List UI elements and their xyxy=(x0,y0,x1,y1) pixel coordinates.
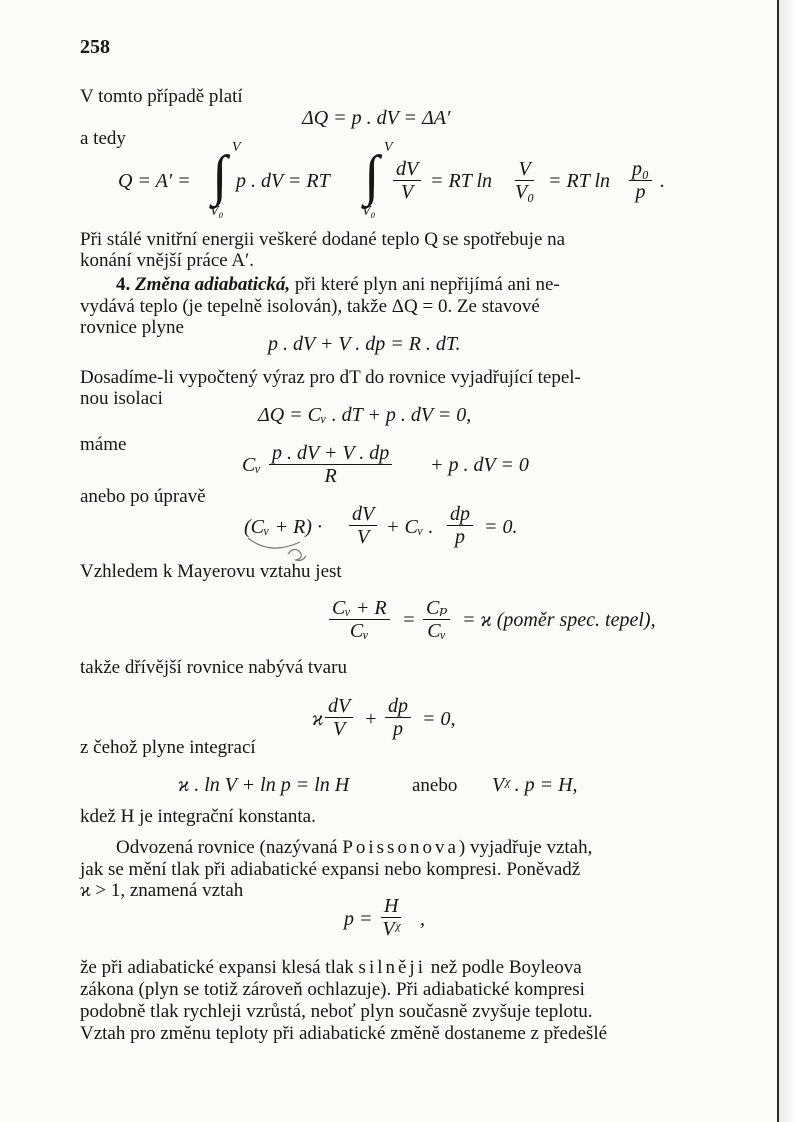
eq-part: = xyxy=(402,609,416,631)
text-line: máme xyxy=(80,434,127,455)
eq-part: + Cᵥ . xyxy=(386,516,434,538)
integral-upper-limit: V xyxy=(232,140,241,155)
text-fragment: ) vyjadřuje vztah, xyxy=(458,837,593,858)
eq-part: , xyxy=(420,908,425,930)
fraction: $\frac{p . dV + V . dp}{R}$ xyxy=(269,442,392,487)
text-line: vydává teplo (je tepelně isolován), takže ΔQ = 0. Ze stavové xyxy=(80,296,540,317)
section-number: 4. xyxy=(116,274,131,295)
text-line: takže dřívější rovnice nabývá tvaru xyxy=(80,657,347,678)
eq-part: + p . dV = 0 xyxy=(430,454,529,476)
eq-part: ϰ xyxy=(312,708,324,730)
eq-part: = 0. xyxy=(484,516,518,538)
eq-part: = 0, xyxy=(422,708,456,730)
eq-part: = RT ln xyxy=(430,170,493,192)
text-line: z čehož plyne integrací xyxy=(80,737,256,758)
fraction: $\frac{H}{\text{Vᵡ}}$ xyxy=(382,895,401,940)
eq-part: ϰ . ln V + ln p = ln H xyxy=(178,774,350,796)
text-line: konání vnější práce A′. xyxy=(80,250,255,271)
text-line: nou isolaci xyxy=(80,388,163,409)
fraction: $\frac{dV}{V}$ xyxy=(393,158,421,203)
text-fragment-spaced: Poissonova xyxy=(342,837,459,858)
eq-part: = RT ln xyxy=(548,170,611,192)
eq-part: Q = A′ = xyxy=(118,170,191,192)
fraction: $\frac{dV}{V}$ xyxy=(325,695,353,740)
equation-isolation: ΔQ = Cᵥ . dT + p . dV = 0, xyxy=(258,404,472,426)
fraction: $\frac{\text{p₀}}{p}$ xyxy=(629,158,652,203)
page-gutter-shadow xyxy=(779,0,797,1122)
integral-lower-limit: V₀ xyxy=(362,204,376,219)
equation-state: p . dV + V . dp = R . dT. xyxy=(268,333,461,355)
page-edge-line xyxy=(777,0,779,1122)
text-fragment: Odvozená rovnice (nazývaná xyxy=(116,837,338,858)
text-line: V tomto případě platí xyxy=(80,86,243,107)
integral-upper-limit: V xyxy=(384,140,393,155)
text-line xyxy=(80,957,582,979)
eq-part: + xyxy=(364,708,378,730)
text-line: Dosadíme-li vypočtený výraz pro dT do rovnice vyjadřující tepel- xyxy=(80,367,581,388)
section-heading-line xyxy=(116,274,560,296)
fraction: $\frac{dV}{V}$ xyxy=(349,503,377,548)
text-fragment: při které plyn ani nepřijímá ani ne- xyxy=(294,274,560,295)
text-line: zákona (plyn se totiž zároveň ochlazuje). Při adiabatické kompresi xyxy=(80,979,585,1000)
eq-part: (Cᵥ + R) · xyxy=(244,516,322,538)
text-line: a tedy xyxy=(80,128,126,149)
text-line: jak se mění tlak při adiabatické expansi nebo kompresi. Poněvadž xyxy=(80,859,581,880)
fraction: $\frac{\text{Cₚ}}{\text{Cᵥ}}$ xyxy=(423,597,450,642)
text-line: Při stálé vnitřní energii veškeré dodané teplo Q se spotřebuje na xyxy=(80,229,566,250)
text-line: Vzhledem k Mayerovu vztahu jest xyxy=(80,561,342,582)
fraction: $\frac{\text{Cᵥ + R}}{\text{Cᵥ}}$ xyxy=(329,597,390,642)
book-page: 258 V tomto případě platí ΔQ = p . dV = ΔA′ a tedy Q = A′ = ∫ V V₀ p . dV = RT ∫ V V₀ $\frac{dV}{V}$ = RT ln $\frac{V}{\text{V₀}}$ = RT ln $\frac{\text{p₀}}{p}$ . Při stálé vnitřní energii veškeré dodané teplo Q se spotřebuje na konání vnější práce A′. 4. Změna adiabatická, při které plyn ani nepřijímá ani ne- vydává teplo (je tepelně isolován), takže ΔQ = 0. Ze stavové rovnice plyne p . dV + V . dp = R . dT. Dosadíme-li vypočtený výraz pro dT do rovnice vyjadřující tepel- nou isolaci ΔQ = Cᵥ . dT + p . dV = 0, máme Cᵥ $\frac{p . dV + V . dp}{R}$ + p . dV = 0 anebo po úpravě (Cᵥ + R) · $\frac{dV}{V}$ + Cᵥ . $\frac{dp}{p}$ = 0. Vzhledem k Mayerovu vztahu jest $\frac{\text{Cᵥ + R}}{\text{Cᵥ}}$ = $\frac{\text{Cₚ}}{\text{Cᵥ}}$ = ϰ (poměr spec. tepel), takže dřívější rovnice nabývá tvaru ϰ $\frac{dV}{V}$ + $\frac{dp}{p}$ = 0, z čehož plyne integrací ϰ . ln V + ln p = ln H anebo Vᵡ . p = H, kdež H je integrační konstanta. Odvozená rovnice (nazývaná Poissonova) vyjadřuje vztah, jak se mění tlak při adiabatické expansi nebo kompresi. Poněvadž ϰ > 1, znamená vztah p = $\frac{H}{\text{Vᵡ}}$ , že při adiabatické expansi klesá tlak silněji než podle Boyleova zákona (plyn se totiž zároveň ochlazuje). Při adiabatické kompresi podobně tlak rychleji vzrůstá, neboť plyn současně zvyšuje teplotu. Vztah pro změnu teploty při adiabatické změně dostaneme z předešlé xyxy=(0,0,797,1122)
page-number: 258 xyxy=(80,36,110,58)
section-title: Změna adiabatická, xyxy=(135,274,291,295)
eq-part: Vᵡ . p = H, xyxy=(492,774,578,796)
text-fragment: že při adiabatické expansi klesá tlak xyxy=(80,957,354,978)
eq-part: Cᵥ xyxy=(242,454,261,476)
text-line: rovnice plyne xyxy=(80,317,184,338)
eq-part: p = xyxy=(344,908,373,930)
integral-lower-limit: V₀ xyxy=(210,204,224,219)
text-line: anebo po úpravě xyxy=(80,486,206,507)
text-fragment-spaced: silněji xyxy=(358,957,426,978)
fraction: $\frac{dp}{p}$ xyxy=(447,503,473,548)
integral-sign: ∫ xyxy=(364,145,380,207)
fraction: $\frac{dp}{p}$ xyxy=(385,695,411,740)
text-line: Vztah pro změnu teploty při adiabatické změně dostaneme z předešlé xyxy=(80,1023,608,1044)
text-line: kdež H je integrační konstanta. xyxy=(80,806,316,827)
integral-sign: ∫ xyxy=(212,145,228,207)
text-line: podobně tlak rychleji vzrůstá, neboť plyn současně zvyšuje teplotu. xyxy=(80,1001,593,1022)
eq-part: anebo xyxy=(412,775,458,796)
text-line xyxy=(116,837,592,859)
fraction: $\frac{V}{\text{V₀}}$ xyxy=(515,158,535,203)
eq-part: = ϰ (poměr spec. tepel), xyxy=(462,609,656,631)
text-fragment: než podle Boyleova xyxy=(430,957,582,978)
text-line: ϰ > 1, znamená vztah xyxy=(80,880,244,901)
equation-work: ΔQ = p . dV = ΔA′ xyxy=(302,107,451,129)
eq-part: p . dV = RT xyxy=(236,170,330,192)
